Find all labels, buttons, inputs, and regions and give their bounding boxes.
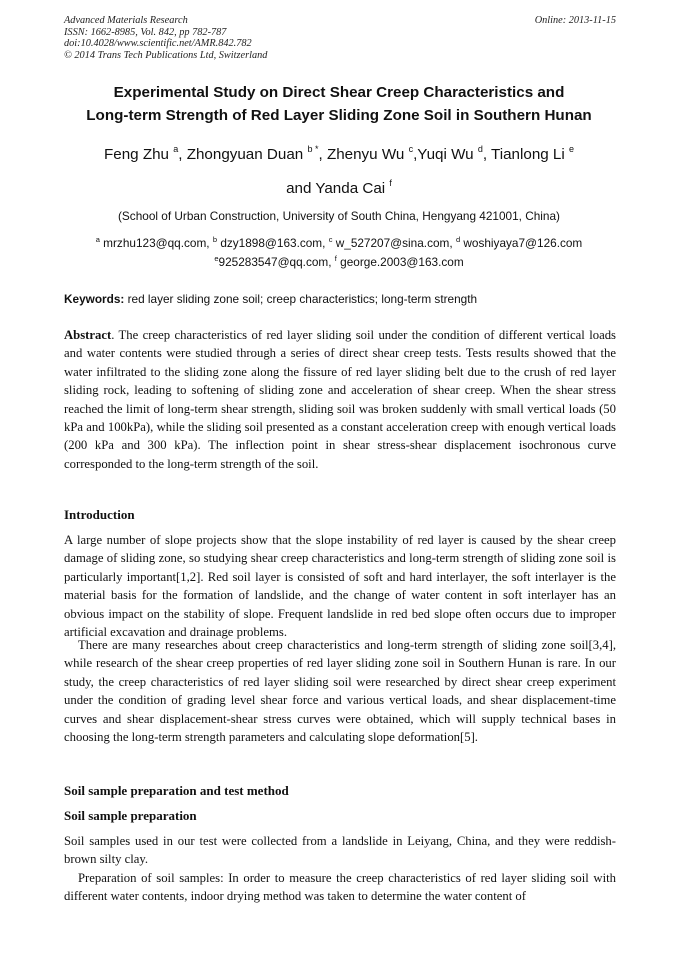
abstract [64,326,616,473]
keywords-text: red layer sliding zone soil; creep characteristics; long-term strength [124,292,478,306]
email-mark: f [334,253,337,263]
author-name: Tianlong Li [491,146,565,163]
abstract-text: . The creep characteristics of red layer sliding soil under the condition of different vertical loads and water contents were studied through a series of direct shear creep tests. Tests results showed that the water infiltrated to the sliding zone along the fissure of red layer sliding belt due to the crush of red layer sliding rock, leading to softening of sliding zone and acceleration of shear creep. When the shear stress reached the limit of long-term shear strength, sliding soil was broken suddenly with small vertical loads (50 kPa and 100kPa), while the sliding soil presented as a constant acceleration creep with enough vertical loads (200 kPa and 300 kPa). The inflection point in shear stress-shear displacement isochronous curve corresponded to the long-term strength of the soil. [64,328,616,471]
email-line-2 [40,253,638,272]
issn-line: ISSN: 1662-8985, Vol. 842, pp 782-787 [64,26,227,38]
keywords [64,291,616,307]
email-mark: d [455,235,461,244]
affiliation: (School of Urban Construction, University of South China, Hengyang 421001, China) [118,209,560,223]
author-mark: c [408,144,414,154]
paragraph: Soil samples used in our test were collected from a landslide in Leiyang, China, and they were reddish-brown silty clay. [64,834,616,867]
author-name: Yuqi Wu [417,146,474,163]
copyright-line: © 2014 Trans Tech Publications Ltd, Switzerland [64,49,268,61]
email-address: w_527207@sina.com [335,236,450,250]
email-separator: , [206,236,213,250]
section-heading-introduction: Introduction [64,507,135,522]
abstract-label: Abstract [64,328,112,342]
journal-name: Advanced Materials Research [64,15,188,26]
email-mark: e [214,253,219,263]
email-address: george.2003@163.com [340,254,464,269]
author-mark: d [477,144,483,154]
email-separator: , [328,254,335,269]
email-mark: a [95,235,100,244]
paragraph: There are many researches about creep characteristics and long-term strength of sliding zone soil[3,4], while research of the shear creep properties of red layer sliding zone soil in Southern Hunan is rare. In our study, the creep characteristics of red layer sliding soil were researched by direct shear creep experiment under the condition of grading level shear force and various vertical loads, and shear displacement-time curves and shear displacement-shear stress curves were obtained, which will supply technical bases in choosing the long-term strength parameters and calculating slope deformation[5]. [64,638,616,745]
author-mark: e [569,144,575,154]
author-separator: , [178,146,187,163]
author-name: Feng Zhu [103,146,169,163]
paragraph: A large number of slope projects show that the slope instability of red layer is caused by the shear creep damage of sliding zone, so studying shear creep characteristics and long-term strength of sliding zone soil is particularly important[1,2]. Red soil layer is consisted of soft and hard interlayer, the soft interlayer is the material basis for the formation of landslide, and the change of water content in soft interlayer has an obvious impact on the stability of slope. Frequent landslide in red bed slope often occurs due to improper artificial excavation and drainage problems. [64,533,616,640]
email-address: 925283547@qq.com [218,254,329,269]
author-line-2 [40,172,638,206]
paragraph: Preparation of soil samples: In order to measure the creep characteristics of red layer sliding soil with different water contents, indoor drying method was taken to determine the water content of [64,871,616,904]
email-mark: b [212,235,218,244]
author-name: and Yanda Cai [286,180,386,197]
author-name: Zhenyu Wu [326,146,405,163]
title-line-2: Long-term Strength of Red Layer Sliding Zone Soil in Southern Hunan [86,107,592,124]
journal-header [64,15,616,61]
email-address: dzy1898@163.com [220,236,323,250]
doi-line: doi:10.4028/www.scientific.net/AMR.842.782 [64,38,252,50]
email-separator: , [449,236,456,250]
section-heading-method: Soil sample preparation and test method [64,783,289,798]
email-line-1 [40,234,638,253]
paper-title [40,81,638,127]
author-mark: b * [307,144,319,154]
keywords-label: Keywords: [64,292,125,306]
author-line-1 [40,138,638,172]
email-separator: , [322,236,329,250]
author-separator: , [482,146,492,163]
title-line-1: Experimental Study on Direct Shear Creep Characteristics and [113,84,565,101]
author-separator: , [413,146,418,163]
subsection-heading: Soil sample preparation [64,808,197,823]
email-list [40,234,638,271]
author-list [40,138,638,206]
email-mark: c [328,235,333,244]
email-address: woshiyaya7@126.com [463,236,583,250]
author-separator: , [318,146,327,163]
author-name: Zhongyuan Duan [186,146,304,163]
author-mark: f [389,178,392,188]
email-address: mrzhu123@qq.com [103,236,207,250]
online-date: Online: 2013-11-15 [534,15,616,26]
author-mark: a [173,144,179,154]
